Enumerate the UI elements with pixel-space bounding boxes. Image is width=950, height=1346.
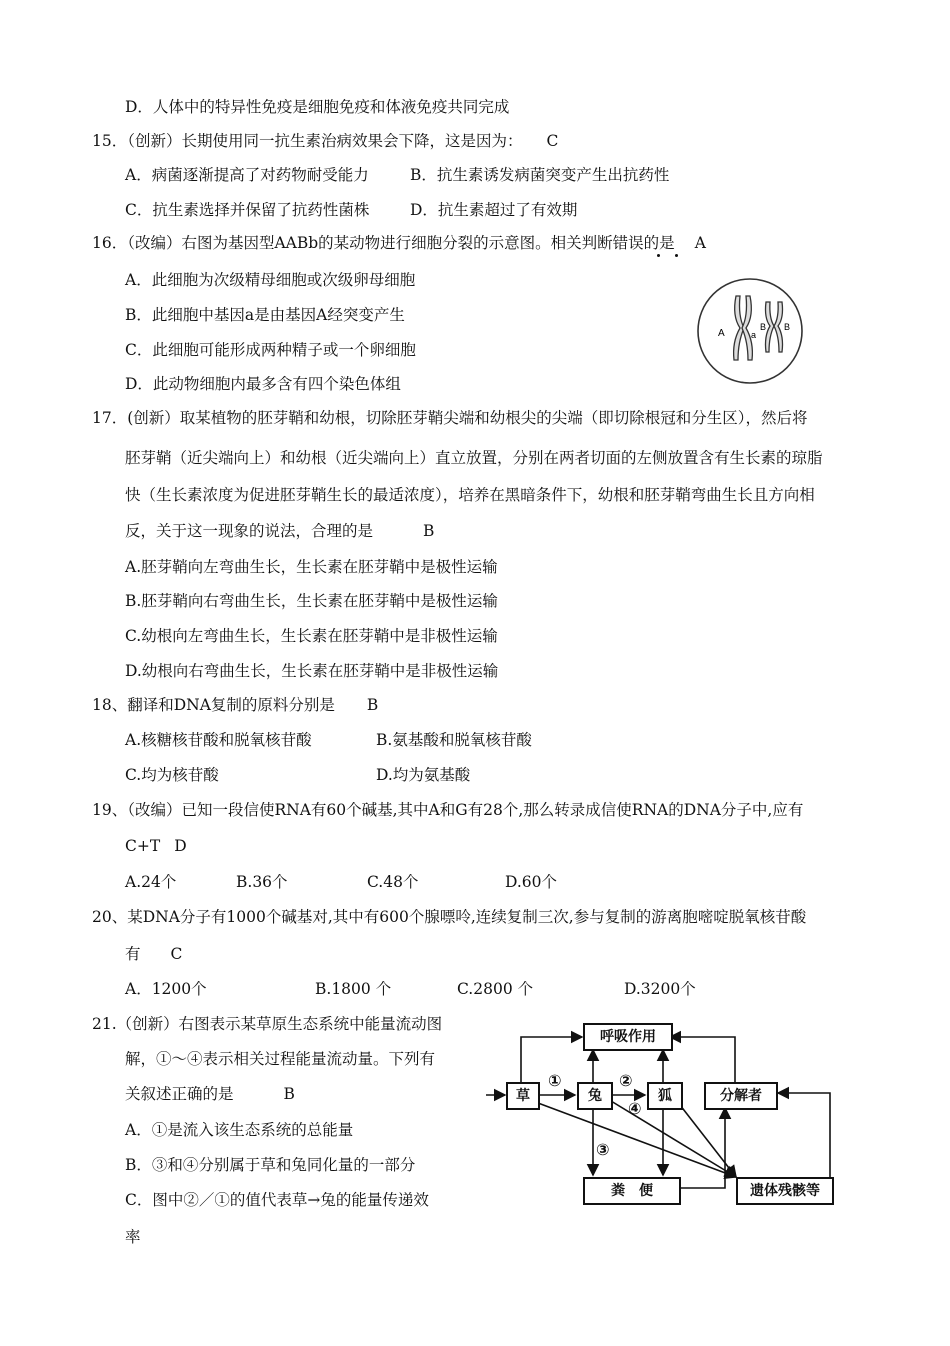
q17-option-c: C.幼根向左弯曲生长，生长素在胚芽鞘中是非极性运输 <box>125 627 498 645</box>
node-decomposer: 分解者 <box>704 1082 778 1110</box>
chromosome-left <box>734 296 753 360</box>
q16-option-b: B．此细胞中基因a是由基因A经突变产生 <box>125 306 405 324</box>
q16-answer: A <box>694 234 706 252</box>
q20-option-d: D.3200个 <box>624 980 696 998</box>
q21-option-c1: C．图中②／①的值代表草→兔的能量传递效 <box>125 1191 429 1209</box>
flow-label-1: ① <box>548 1071 562 1090</box>
q15-option-d: D．抗生素超过了有效期 <box>410 201 578 219</box>
q18-option-d: D.均为氨基酸 <box>376 766 471 784</box>
q20-option-c: C.2800 个 <box>457 980 534 998</box>
gene-label-a: a <box>751 330 757 340</box>
q16-stem <box>92 233 706 253</box>
q17-line4-text: 反，关于这一现象的说法，合理的是 <box>125 522 374 540</box>
q21-option-a: A．①是流入该生态系统的总能量 <box>125 1121 354 1139</box>
node-feces: 粪 便 <box>583 1177 681 1205</box>
q20-answer: C <box>170 945 183 963</box>
q17-line2: 胚芽鞘（近尖端向上）和幼根（近尖端向上）直立放置，分别在两者切面的左侧放置含有生长素的琼脂 <box>125 449 823 467</box>
chromosome-right <box>766 302 783 352</box>
q17-line4 <box>125 521 434 541</box>
node-grass: 草 <box>506 1082 540 1110</box>
flow-label-3: ③ <box>596 1140 610 1159</box>
q19-answer: D <box>174 837 187 855</box>
q21-option-c2: 率 <box>125 1228 141 1246</box>
q18-stem-text: 18、翻译和DNA复制的原料分别是 <box>92 696 335 714</box>
q16-option-a: A．此细胞为次级精母细胞或次级卵母细胞 <box>125 271 416 289</box>
emphasis-dots <box>657 254 687 258</box>
q21-line2: 解，①～④表示相关过程能量流动量。下列有 <box>125 1050 436 1068</box>
q19-option-d: D.60个 <box>505 873 558 891</box>
gene-label-A: A <box>718 328 725 339</box>
q16-stem-text: 16．（改编）右图为基因型AABb的某动物进行细胞分裂的示意图。相关判断错误的是 <box>92 234 675 252</box>
q20-line2 <box>125 944 182 964</box>
q21-option-b: B．③和④分别属于草和兔同化量的一部分 <box>125 1156 416 1174</box>
flow-label-4: ④ <box>628 1099 642 1118</box>
q15-stem-text: 15．（创新）长期使用同一抗生素治病效果会下降，这是因为： <box>92 132 523 150</box>
q15-option-c: C．抗生素选择并保留了抗药性菌株 <box>125 201 370 219</box>
q19-line2 <box>125 836 187 856</box>
q15-option-a: A．病菌逐渐提高了对药物耐受能力 <box>125 166 369 184</box>
q15-option-b: B．抗生素诱发病菌突变产生出抗药性 <box>410 166 670 184</box>
q18-option-c: C.均为核苷酸 <box>125 766 219 784</box>
energy-flow-diagram <box>480 1015 840 1210</box>
q20-line1: 20、某DNA分子有1000个碱基对,其中有600个腺嘌呤,连续复制三次,参与复制的游离胞嘧啶脱氧核苷酸 <box>92 908 807 926</box>
q18-answer: B <box>366 696 379 714</box>
q21-answer: B <box>283 1085 295 1103</box>
q17-option-b: B.胚芽鞘向右弯曲生长，生长素在胚芽鞘中是极性运输 <box>125 592 498 610</box>
q19-option-b: B.36个 <box>236 873 288 891</box>
q19-option-c: C.48个 <box>367 873 419 891</box>
q18-option-b: B.氨基酸和脱氧核苷酸 <box>376 731 532 749</box>
q14-option-d: D．人体中的特异性免疫是细胞免疫和体液免疫共同完成 <box>125 98 510 116</box>
q17-answer: B <box>423 522 435 540</box>
q18-option-a: A.核糖核苷酸和脱氧核苷酸 <box>125 731 312 749</box>
q20-option-a: A．1200个 <box>125 980 207 998</box>
node-remains: 遗体残骸等 <box>736 1177 834 1205</box>
q16-option-d: D．此动物细胞内最多含有四个染色体组 <box>125 375 401 393</box>
gene-label-B2: B <box>784 322 791 332</box>
flow-label-2: ② <box>619 1071 633 1090</box>
cell-division-figure <box>690 276 810 386</box>
node-fox: 狐 <box>647 1082 683 1110</box>
q19-line1: 19、（改编）已知一段信使RNA有60个碱基,其中A和G有28个,那么转录成信使RNA的DNA分子中,应有 <box>92 801 804 819</box>
q17-line1: 17．(创新）取某植物的胚芽鞘和幼根，切除胚芽鞘尖端和幼根尖的尖端（即切除根冠和分生区），然后将 <box>92 409 808 427</box>
q17-option-a: A.胚芽鞘向左弯曲生长，生长素在胚芽鞘中是极性运输 <box>125 558 498 576</box>
q19-line2-text: C+T <box>125 837 161 855</box>
q21-line3 <box>125 1084 295 1104</box>
q17-option-d: D.幼根向右弯曲生长，生长素在胚芽鞘中是非极性运输 <box>125 662 499 680</box>
gene-label-B1: B <box>760 322 767 332</box>
q17-line3: 快（生长素浓度为促进胚芽鞘生长的最适浓度），培养在黑暗条件下，幼根和胚芽鞘弯曲生长且方向相 <box>125 486 815 504</box>
q16-option-c: C．此细胞可能形成两种精子或一个卵细胞 <box>125 341 416 359</box>
q18-stem <box>92 695 378 715</box>
node-respiration: 呼吸作用 <box>583 1023 673 1051</box>
q15-answer: C <box>546 132 559 150</box>
q20-line2-text: 有 <box>125 945 141 963</box>
q20-option-b: B.1800 个 <box>315 980 392 998</box>
q15-stem <box>92 131 558 151</box>
q21-line1: 21.（创新）右图表示某草原生态系统中能量流动图 <box>92 1015 443 1033</box>
node-rabbit: 兔 <box>577 1082 613 1110</box>
q19-option-a: A.24个 <box>125 873 177 891</box>
q21-line3-text: 关叙述正确的是 <box>125 1085 234 1103</box>
